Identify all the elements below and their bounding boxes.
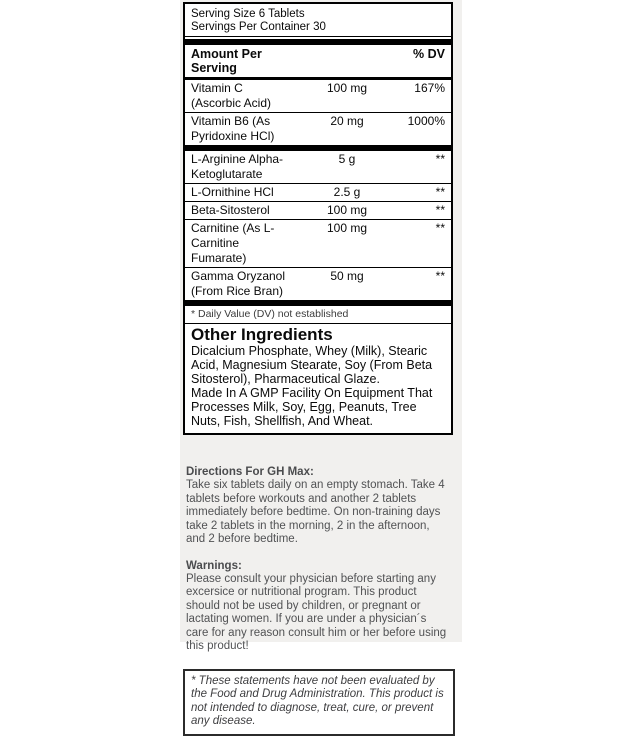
nutrient-amount: 5 g <box>338 152 356 166</box>
nutrient-name: Vitamin B6 (As Pyridoxine HCl) <box>191 114 275 143</box>
nutrient-row <box>185 80 451 112</box>
allergen-statement: Made In A GMP Facility On Equipment That Processes Milk, Soy, Egg, Peanuts, Tree Nuts, Fish, Shellfish, And Wheat. <box>191 386 433 428</box>
nutrient-amount: 100 mg <box>326 81 368 95</box>
nutrient-dv: 167% <box>414 81 445 95</box>
nutrient-row <box>185 201 451 219</box>
warnings-body: Please consult your physician before starting any excersice or nutritional program. This product should not be used by children, or pregnant or lactating women. If you are under a physician´s care for any reason consult him or her before using this product! <box>186 572 447 652</box>
other-ingredients-heading: Other Ingredients <box>191 325 333 344</box>
nutrient-name: Gamma Oryzanol (From Rice Bran) <box>191 269 286 298</box>
fda-disclaimer-text: * These statements have not been evaluated by the Food and Drug Administration. This product is not intended to diagnose, treat, cure, or prevent any disease. <box>191 674 444 727</box>
nutrient-name: Carnitine (As L-Carnitine Fumarate) <box>191 221 275 265</box>
fda-disclaimer-box <box>183 669 455 736</box>
warnings-heading: Warnings: <box>186 559 242 572</box>
nutrient-name: L-Arginine Alpha-Ketoglutarate <box>191 152 284 181</box>
serving-size: Serving Size 6 Tablets <box>191 8 305 20</box>
nutrient-dv: ** <box>435 203 445 217</box>
nutrient-dv: ** <box>435 269 445 283</box>
nutrient-row <box>185 112 451 145</box>
nutrient-name: Vitamin C (Ascorbic Acid) <box>191 81 272 110</box>
percent-dv-label: % DV <box>413 47 445 61</box>
nutrient-row <box>185 151 451 183</box>
nutrient-dv: 1000% <box>407 114 445 128</box>
amount-per-serving-header <box>185 45 451 80</box>
nutrient-name: L-Ornithine HCl <box>191 185 274 199</box>
nutrient-amount: 50 mg <box>330 269 364 283</box>
nutrient-row <box>185 267 451 300</box>
directions-heading: Directions For GH Max: <box>186 466 314 478</box>
amount-per-serving-label: Amount Per Serving <box>191 47 262 75</box>
warnings-section <box>186 560 448 654</box>
nutrient-amount: 2.5 g <box>333 185 361 199</box>
nutrient-dv: ** <box>435 185 445 199</box>
nutrient-amount: 100 mg <box>326 221 368 235</box>
directions-body: Take six tablets daily on an empty stomach. Take 4 tablets before workouts and another 2 tablets immediately before bedtime. On non-training days take 2 tablets in the morning, 2 in the afternoon, and 2 before bedtime. <box>186 479 445 545</box>
nutrient-amount: 20 mg <box>330 114 364 128</box>
nutrient-amount: 100 mg <box>326 203 368 217</box>
nutrient-row <box>185 183 451 201</box>
label-panel <box>180 0 462 727</box>
other-ingredients-section <box>185 324 451 433</box>
directions-section <box>186 466 448 547</box>
other-ingredients-list: Dicalcium Phosphate, Whey (Milk), Stearic Acid, Magnesium Stearate, Soy (From Beta Sitosterol), Pharmaceutical Glaze. <box>191 344 433 386</box>
nutrient-row <box>185 219 451 267</box>
nutrient-name: Beta-Sitosterol <box>191 203 270 217</box>
nutrient-dv: ** <box>435 152 445 166</box>
dv-footnote: * Daily Value (DV) not established <box>185 306 451 324</box>
serving-info <box>185 4 451 37</box>
nutrient-dv: ** <box>435 221 445 235</box>
servings-per-container: Servings Per Container 30 <box>191 21 326 33</box>
supplement-facts-box <box>183 2 453 435</box>
